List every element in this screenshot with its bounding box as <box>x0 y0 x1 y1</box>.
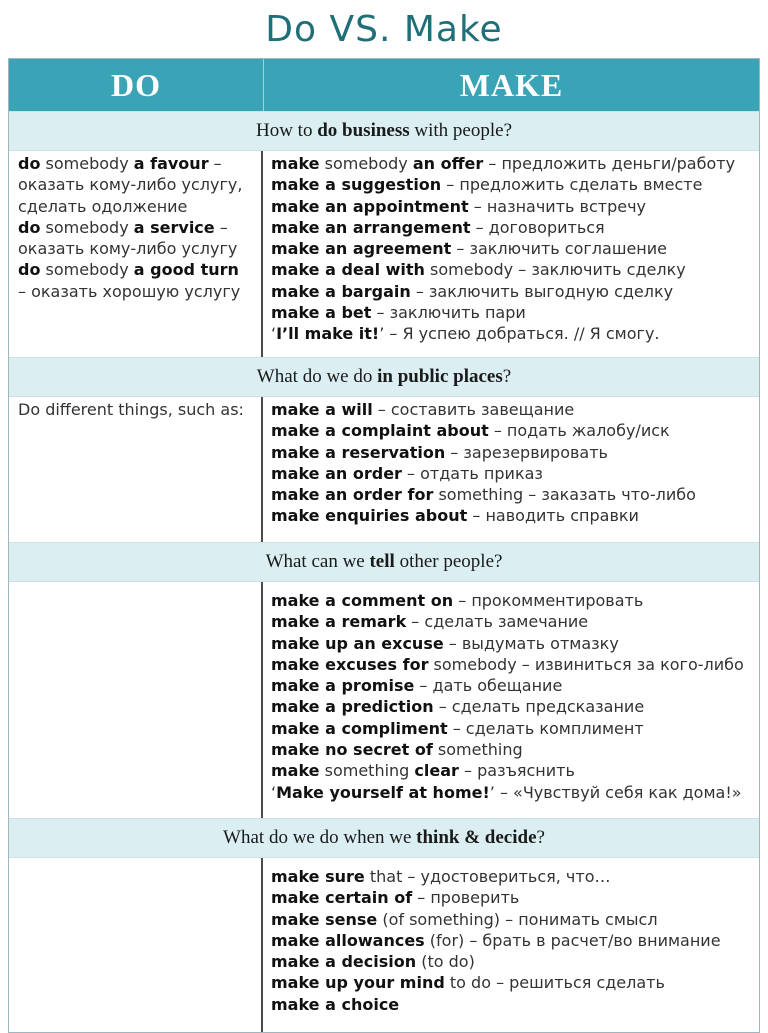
phrase-text: something – заказать что-либо <box>433 485 696 505</box>
phrase-bold: a service <box>133 217 215 237</box>
phrase-text: – предложить сделать вместе <box>441 175 703 195</box>
make-line <box>271 739 755 760</box>
phrase-bold: an offer <box>412 154 484 173</box>
phrase-bold: make a promise <box>271 676 415 696</box>
phrase-bold: make a comment on <box>271 591 454 610</box>
header-make: MAKE <box>459 67 564 103</box>
phrase-text: – подать жалобу/иск <box>488 421 670 441</box>
phrase-text: ‘ <box>271 324 277 344</box>
make-line <box>271 611 755 632</box>
phrase-text: – заключить выгодную сделку <box>410 281 674 301</box>
phrase-bold: make a deal with <box>271 260 425 280</box>
make-line <box>271 153 755 174</box>
page-title: Do VS. Make <box>265 9 503 50</box>
make-line <box>271 217 755 238</box>
phrase-text: something <box>432 740 523 760</box>
phrase-bold: Make yourself at home! <box>276 782 490 802</box>
phrase-bold: think & decide <box>416 827 537 848</box>
phrase-bold: make a reservation <box>271 442 446 462</box>
header-do: DO <box>9 59 264 111</box>
phrase-bold: make an order <box>271 463 402 483</box>
phrase-text: – оказать хорошую услугу <box>18 281 241 301</box>
section-question <box>9 357 759 397</box>
do-line <box>18 281 255 302</box>
phrase-bold: make an order for <box>271 485 434 505</box>
phrase-bold: make a decision <box>271 952 417 972</box>
make-line <box>271 238 755 259</box>
phrase-text: something <box>319 761 415 781</box>
make-line <box>271 972 755 993</box>
phrase-text: somebody <box>40 217 134 237</box>
phrase-text: How to <box>255 120 318 141</box>
phrase-bold: make a compliment <box>271 718 448 738</box>
phrase-text: – назначить встречу <box>468 196 647 216</box>
do-line <box>18 259 255 280</box>
phrase-bold: make a bargain <box>271 281 411 301</box>
phrase-text: somebody <box>40 260 134 280</box>
section-row <box>9 582 759 818</box>
phrase-text: that – удостовериться, что… <box>364 867 611 886</box>
make-line <box>271 442 755 463</box>
phrase-bold: a favour <box>133 154 209 173</box>
phrase-text: – сделать замечание <box>406 612 589 632</box>
phrase-bold: make an appointment <box>271 196 469 216</box>
section-question <box>9 111 759 151</box>
make-line <box>271 887 755 908</box>
make-line <box>271 866 755 887</box>
make-line <box>271 484 755 505</box>
make-line <box>271 654 755 675</box>
do-cell <box>9 151 263 357</box>
phrase-bold: do business <box>317 120 410 141</box>
section-question <box>9 542 759 582</box>
phrase-text: What do we do <box>256 366 378 387</box>
do-cell <box>9 582 263 818</box>
phrase-text: ‘ <box>271 782 277 802</box>
make-cell <box>263 858 759 1032</box>
phrase-bold: make no secret of <box>271 740 433 760</box>
phrase-text: (for) – брать в расчет/во внимание <box>424 930 721 950</box>
phrase-text: – разъяснить <box>458 761 575 781</box>
do-line <box>18 196 255 217</box>
phrase-bold: make up your mind <box>271 973 445 993</box>
phrase-text: – наводить справки <box>467 506 639 526</box>
make-line <box>271 399 755 420</box>
phrase-bold: make a bet <box>271 303 372 323</box>
do-vs-make-table <box>8 58 760 1033</box>
phrase-text: ? <box>502 366 512 387</box>
section-row <box>9 858 759 1032</box>
make-line <box>271 590 755 611</box>
make-cell <box>263 397 759 542</box>
phrase-text: – прокомментировать <box>453 591 644 610</box>
phrase-text: – дать обещание <box>414 676 563 696</box>
do-line <box>18 174 255 195</box>
phrase-bold: make a will <box>271 400 373 419</box>
phrase-text: What can we <box>265 551 370 572</box>
phrase-text: Do different things, such as: <box>18 400 244 419</box>
make-line <box>271 633 755 654</box>
phrase-text: somebody <box>40 154 134 173</box>
phrase-bold: do <box>18 154 41 173</box>
phrase-text: (to do) <box>416 952 475 972</box>
phrase-bold: do <box>18 217 41 237</box>
phrase-text: somebody <box>319 154 413 173</box>
make-line <box>271 951 755 972</box>
phrase-bold: make an agreement <box>271 239 452 259</box>
make-line <box>271 696 755 717</box>
section-question <box>9 818 759 858</box>
phrase-text: – заключить соглашение <box>451 239 668 259</box>
make-line <box>271 463 755 484</box>
make-cell <box>263 151 759 357</box>
phrase-bold: make <box>271 761 320 781</box>
do-line <box>18 238 255 259</box>
phrase-text: ’ – Я успею добраться. // Я смогу. <box>379 324 660 344</box>
make-line <box>271 174 755 195</box>
phrase-bold: make allowances <box>271 930 425 950</box>
phrase-text: somebody – заключить сделку <box>424 260 686 280</box>
phrase-bold: clear <box>414 761 459 781</box>
make-line <box>271 259 755 280</box>
section-row <box>9 397 759 542</box>
phrase-text: – <box>208 154 222 173</box>
phrase-bold: tell <box>369 551 395 572</box>
make-line <box>271 420 755 441</box>
make-line <box>271 782 755 803</box>
phrase-text: сделать одолжение <box>18 196 188 216</box>
make-line <box>271 196 755 217</box>
do-cell <box>9 397 263 542</box>
do-line <box>18 153 255 174</box>
phrase-bold: make <box>271 154 320 173</box>
phrase-text: – заключить пари <box>371 303 526 323</box>
phrase-text: with people? <box>409 120 512 141</box>
phrase-text: – <box>214 217 228 237</box>
phrase-bold: make enquiries about <box>271 506 468 526</box>
phrase-text: – сделать комплимент <box>447 718 644 738</box>
section-row <box>9 151 759 357</box>
phrase-text: ? <box>536 827 545 848</box>
phrase-text: other people? <box>394 551 503 572</box>
phrase-text: – сделать предсказание <box>433 697 645 717</box>
phrase-bold: make a choice <box>271 994 400 1014</box>
make-line <box>271 281 755 302</box>
make-line <box>271 505 755 526</box>
phrase-bold: make a prediction <box>271 697 434 717</box>
do-line <box>18 399 255 420</box>
phrase-text: оказать кому-либо услугу, <box>18 175 243 195</box>
make-line <box>271 302 755 323</box>
phrase-bold: make a complaint about <box>271 421 489 441</box>
phrase-text: What do we do when we <box>223 827 417 848</box>
phrase-text: – предложить деньги/работу <box>483 154 736 173</box>
phrase-bold: I’ll make it! <box>276 324 380 344</box>
phrase-text: somebody – извиниться за кого-либо <box>428 654 744 674</box>
phrase-bold: in public places <box>377 366 503 387</box>
phrase-bold: make up an excuse <box>271 633 444 653</box>
phrase-text: to do – решиться сделать <box>444 973 665 993</box>
phrase-text: – договориться <box>470 217 605 237</box>
make-line <box>271 675 755 696</box>
phrase-text: – выдумать отмазку <box>443 633 619 653</box>
make-line <box>271 323 755 344</box>
phrase-text: – составить завещание <box>372 400 575 419</box>
phrase-bold: make a remark <box>271 612 407 632</box>
phrase-text: оказать кому-либо услугу <box>18 239 238 259</box>
make-line <box>271 760 755 781</box>
phrase-bold: make a suggestion <box>271 175 442 195</box>
do-line <box>18 217 255 238</box>
phrase-bold: make an arrangement <box>271 217 471 237</box>
phrase-text: ’ – «Чувствуй себя как дома!» <box>489 782 742 802</box>
phrase-text: (of something) – понимать смысл <box>377 909 658 929</box>
make-line <box>271 930 755 951</box>
make-line <box>271 718 755 739</box>
make-line <box>271 909 755 930</box>
phrase-bold: make sure <box>271 867 365 886</box>
phrase-bold: a good turn <box>133 260 239 280</box>
phrase-bold: make certain of <box>271 888 413 908</box>
do-cell <box>9 858 263 1032</box>
phrase-text: – проверить <box>412 888 520 908</box>
phrase-bold: make sense <box>271 909 378 929</box>
make-cell <box>263 582 759 818</box>
phrase-bold: do <box>18 260 41 280</box>
table-header <box>9 59 759 111</box>
phrase-text: – отдать приказ <box>401 463 543 483</box>
phrase-text: – зарезервировать <box>445 442 608 462</box>
phrase-bold: make excuses for <box>271 654 429 674</box>
make-line <box>271 994 755 1015</box>
